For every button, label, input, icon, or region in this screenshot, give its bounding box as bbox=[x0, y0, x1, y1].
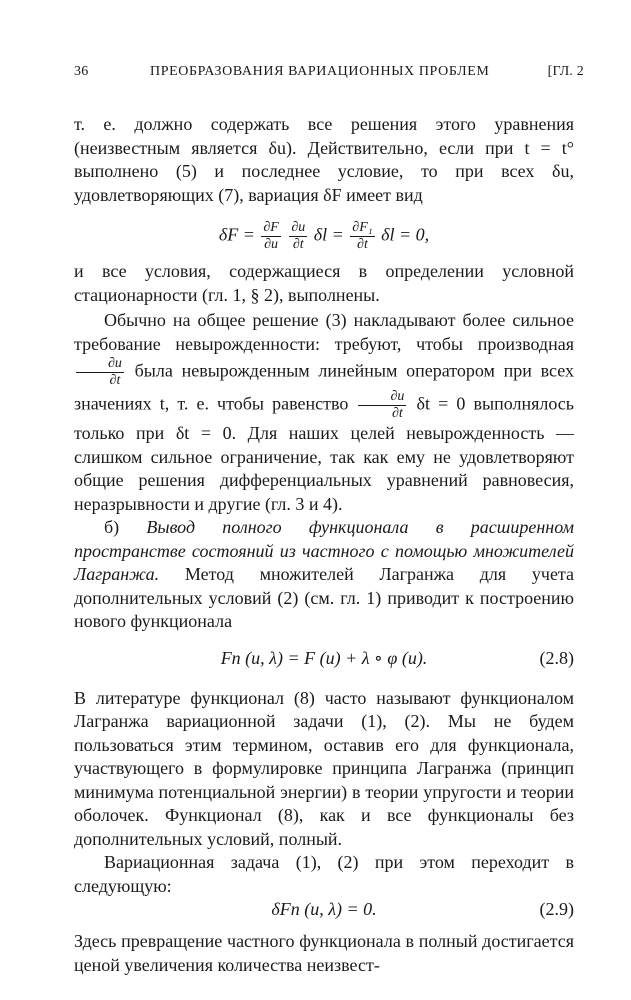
eq2-expression: Fп (u, λ) = F (u) + λ ∘ φ (u). bbox=[220, 647, 428, 668]
para3-fraction-1: $\frac{\partial u}{\partial t}$ bbox=[76, 356, 124, 389]
eq1-mid: δl = bbox=[313, 224, 344, 245]
eq1-rhs: δl = 0, bbox=[381, 224, 430, 245]
paragraph-1: т. е. должно содержать все решения этого уравнения (неизвестным является δu). Действительно, если при t = t° выполнено (5) и последнее условие, то при всех δu, удовлетворяющих (7), вариация δF имеет вид bbox=[74, 114, 574, 205]
equation-variation bbox=[74, 210, 574, 256]
subsection-label: б) bbox=[104, 517, 120, 537]
equation-2-8 bbox=[74, 637, 574, 683]
paragraph-7: Здесь превращение частного функционала в полный достигается ценой увеличения количества неизвест- bbox=[74, 931, 574, 975]
eq3-expression: δFп (u, λ) = 0. bbox=[271, 899, 377, 919]
eq1-fraction-b: $\frac{\partial u}{\partial t}$ bbox=[291, 220, 306, 252]
equation-2-9 bbox=[74, 892, 574, 926]
eq3-number: (2.9) bbox=[539, 899, 574, 919]
subsection-title: Вывод полного функционала в расширенном пространстве состояний из частного с помощью множителей Лагранжа. bbox=[74, 517, 575, 584]
paragraph-2: и все условия, содержащиеся в определении условной стационарности (гл. 1, § 2), выполнены. bbox=[74, 261, 574, 305]
paragraph-3: Обычно на общее решение (3) накладывают более сильное требование невырожденности: требуют, чтобы производная $\frac{\partial u}{\partial t}$ была невырожденным линейным оператором при всех значениях t, т. е. чтобы равенство $\frac{\partial u}{\partial t}$ δt = 0 выполнялось только при δt = 0. Для наших целей невырожденность — слишком сильное ограничение, так как ему не удовлетворяют общие решения дифференциальных уравнений равновесия, неразрывности и другие (гл. 3 и 4). bbox=[74, 310, 575, 514]
page-header bbox=[74, 64, 584, 86]
paragraph-6: Вариационная задача (1), (2) при этом переходит в следующую: bbox=[74, 852, 574, 896]
paragraph-5: В литературе функционал (8) часто называют функционалом Лагранжа вариационной задачи (1), (2). Мы не будем пользоваться этим термином, оставив его для функционала, участвующего в формулировке принципа Лагранжа (принцип минимума потенциальной энергии) в теории упругости и теории оболочек. Функционал (8), как и все функционалы без дополнительных условий, полный. bbox=[74, 687, 574, 849]
eq1-lhs: δF = bbox=[218, 224, 255, 245]
para3-fraction-2: $\frac{\partial u}{\partial t}$ bbox=[358, 389, 406, 422]
page-body bbox=[74, 113, 574, 977]
chapter-marker: [ГЛ. 2 bbox=[547, 64, 584, 79]
paragraph-4: б) Вывод полного функционала в расширенном пространстве состояний из частного с помощью множителей Лагранжа. Метод множителей Лагранжа для учета дополнительных условий (2) (см. гл. 1) приводит к построению нового функционала bbox=[74, 517, 575, 631]
eq2-number: (2.8) bbox=[539, 647, 574, 668]
eq1-fraction-c: $\frac{\text{∂F₁}}{\partial t}$ bbox=[352, 220, 373, 252]
page-number: 36 bbox=[74, 64, 89, 79]
running-title: ПРЕОБРАЗОВАНИЯ ВАРИАЦИОННЫХ ПРОБЛЕМ bbox=[150, 64, 490, 79]
eq1-fraction-a: $\frac{\partial F}{\partial u}$ bbox=[263, 220, 279, 252]
